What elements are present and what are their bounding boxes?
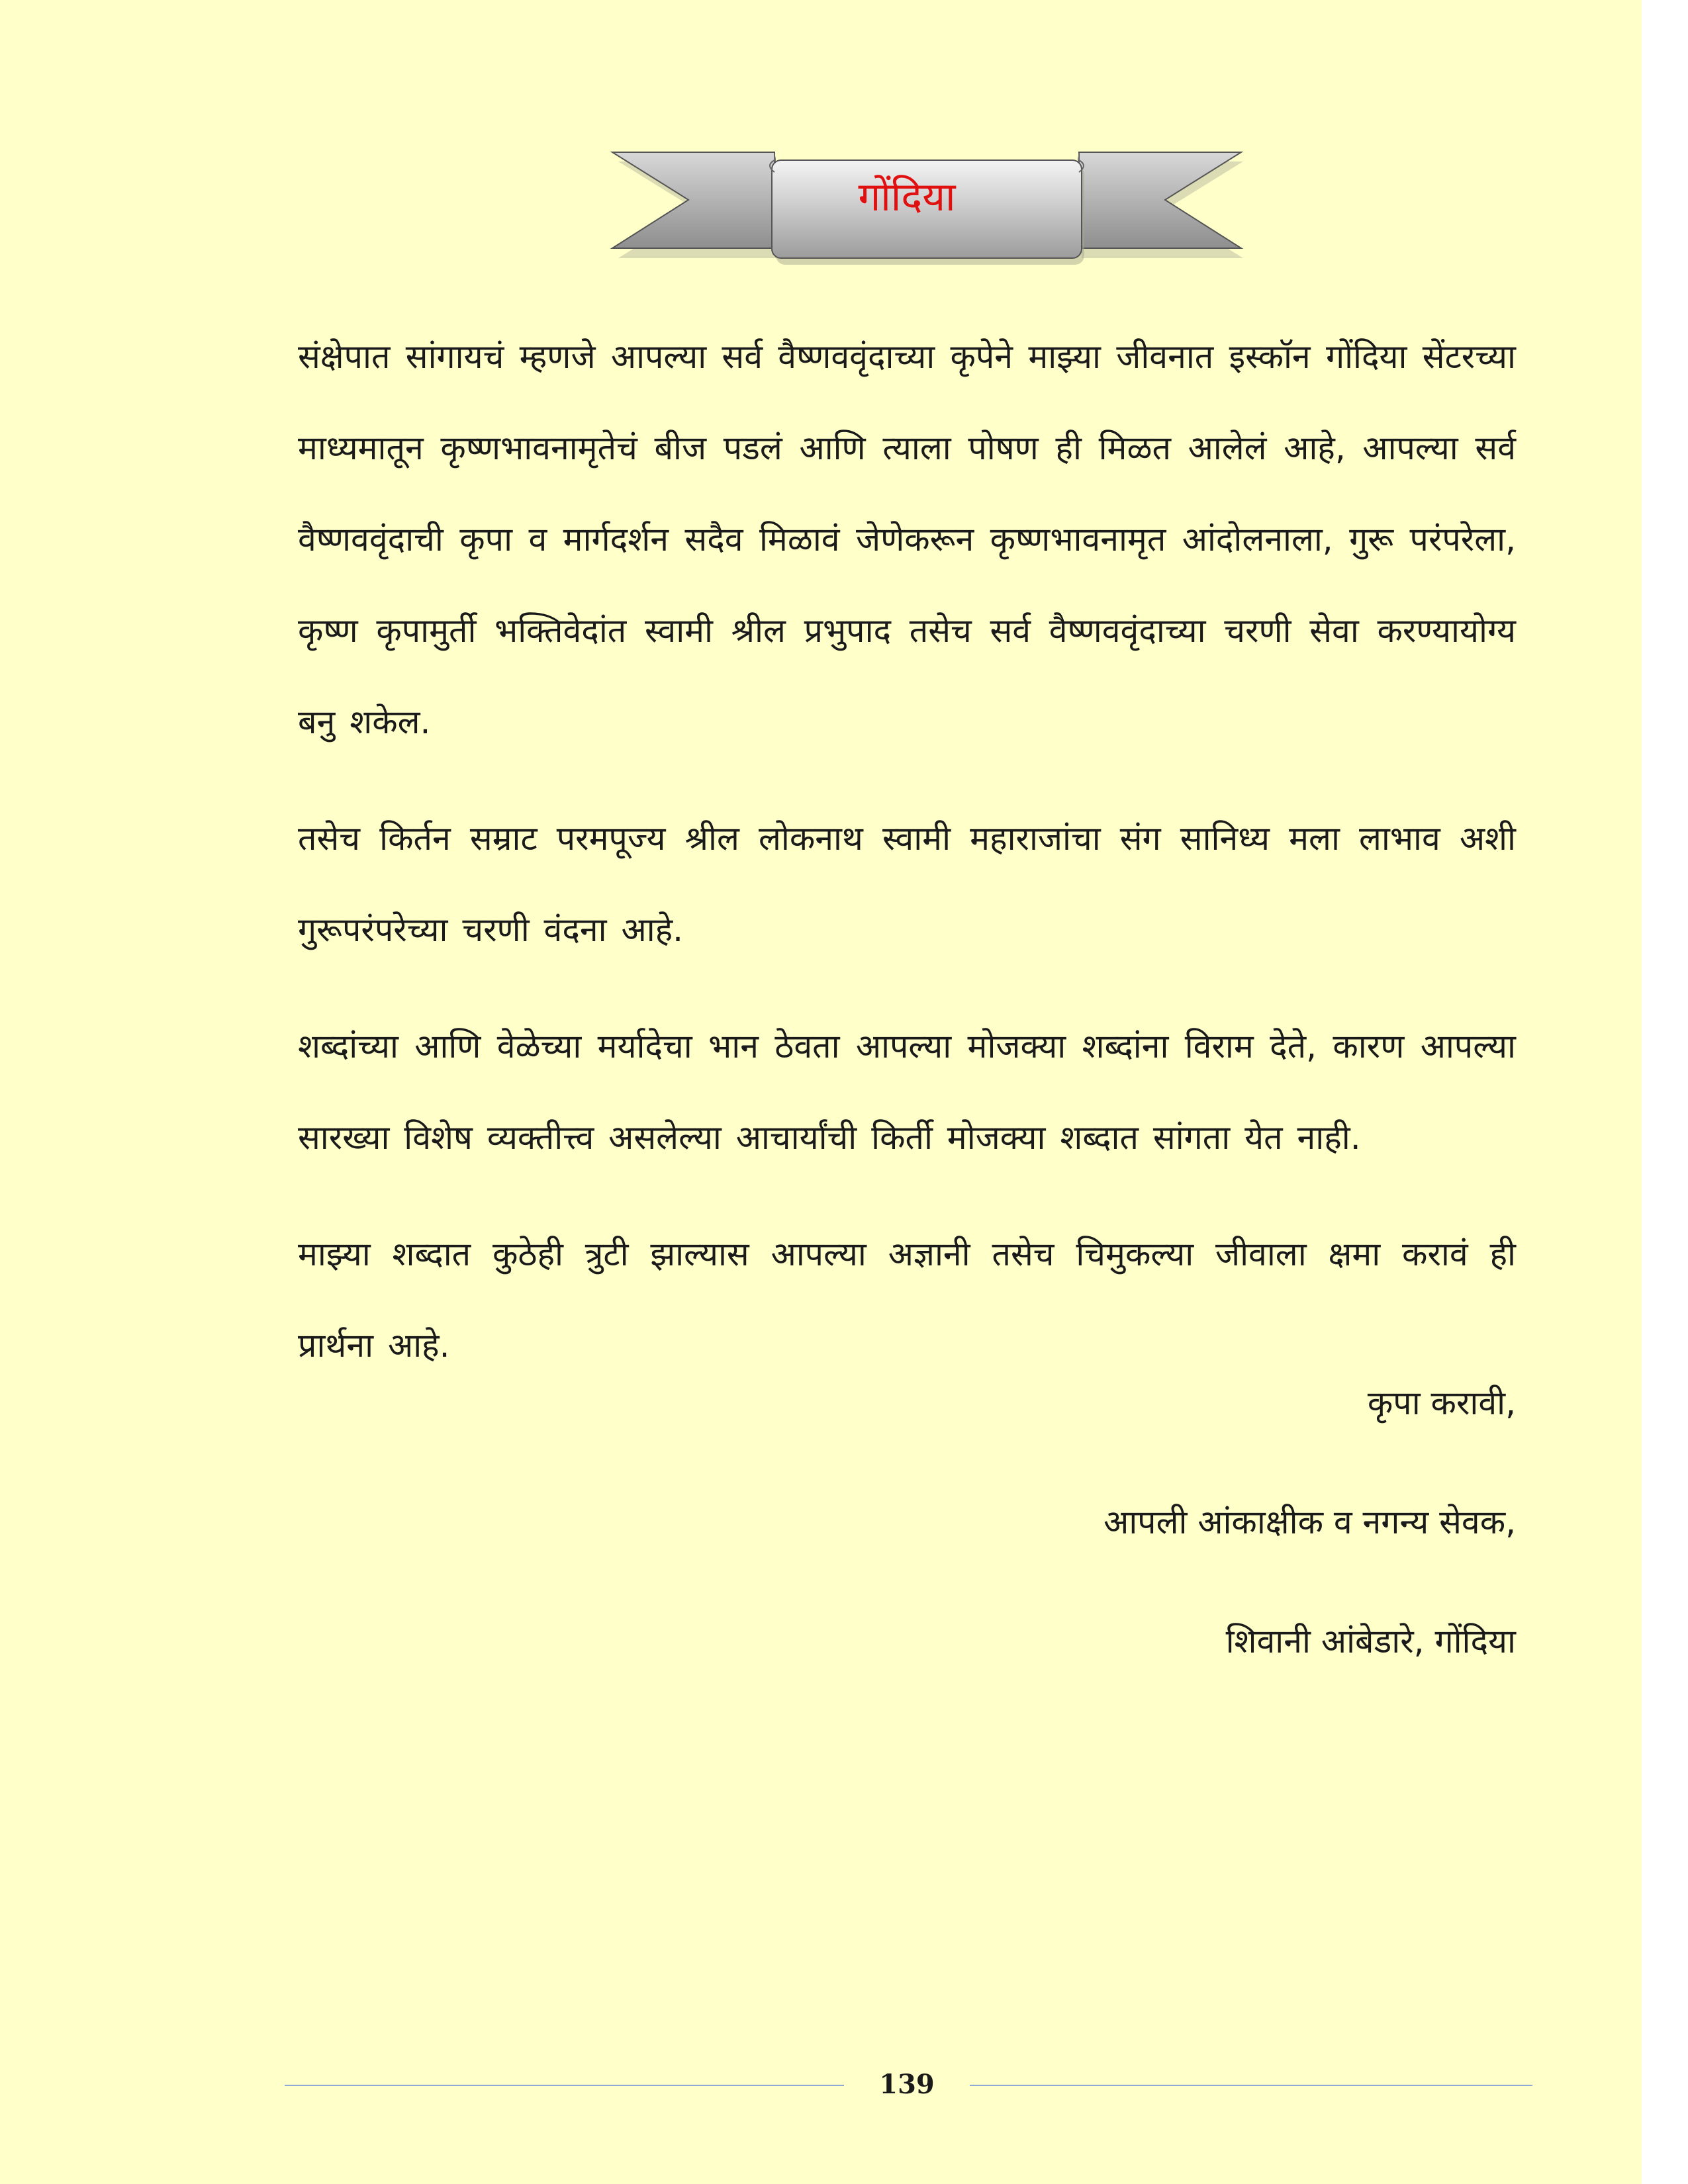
footer-rule-right [970,2085,1532,2086]
page-title: गोंदिया [858,174,956,220]
signature-name: शिवानी आंबेडारे, गोंदिया [1225,1622,1516,1661]
servant-line: आपली आंकाक्षीक व नगन्य सेवक, [1103,1503,1516,1541]
paragraph: माझ्या शब्दात कुठेही त्रुटी झाल्यास आपल्या अज्ञानी तसेच चिमुकल्या जीवाला क्षमा करावं ही प्रार्थना आहे. [298,1235,1516,1365]
footer-rule-left [285,2085,844,2086]
paragraph: तसेच किर्तन सम्राट परमपूज्य श्रील लोकनाथ स्वामी महाराजांचा संग सानिध्य मला लाभाव अशी गुरूपरंपरेच्या चरणी वंदना आहे. [298,819,1516,949]
paragraph: संक्षेपात सांगायचं म्हणजे आपल्या सर्व वैष्णववृंदाच्या कृपेने माझ्या जीवनात इस्कॉन गोंदिया सेंटरच्या माध्यमातून कृष्णभावनामृतेचं बीज पडलं आणि त्याला पोषण ही मिळत आलेलं आहे, आपल्या सर्व वैष्णववृंदाची कृपा व मार्गदर्शन सदैव मिळावं जेणेकरून कृष्णभावनामृत आंदोलनाला, गुरू परंपरेला, कृष्ण कृपामुर्ती भक्तिवेदांत स्वामी श्रील प्रभुपाद तसेच सर्व वैष्णववृंदाच्या चरणी सेवा करण्यायोग्य बनु शकेल. [298,338,1516,741]
closing-line: कृपा करावी, [1367,1384,1516,1422]
paragraph: शब्दांच्या आणि वेळेच्या मर्यादेचा भान ठेवता आपल्या मोजक्या शब्दांना विराम देते, कारण आपल्या सारख्या विशेष व्यक्तीत्त्व असलेल्या आचार्यांची किर्ती मोजक्या शब्दात सांगता येत नाही. [298,1027,1516,1157]
letter-signoff [861,1384,1516,1744]
letter-body [298,311,1516,1416]
page-number: 139 [879,2069,935,2100]
title-ribbon-banner [609,146,1244,265]
